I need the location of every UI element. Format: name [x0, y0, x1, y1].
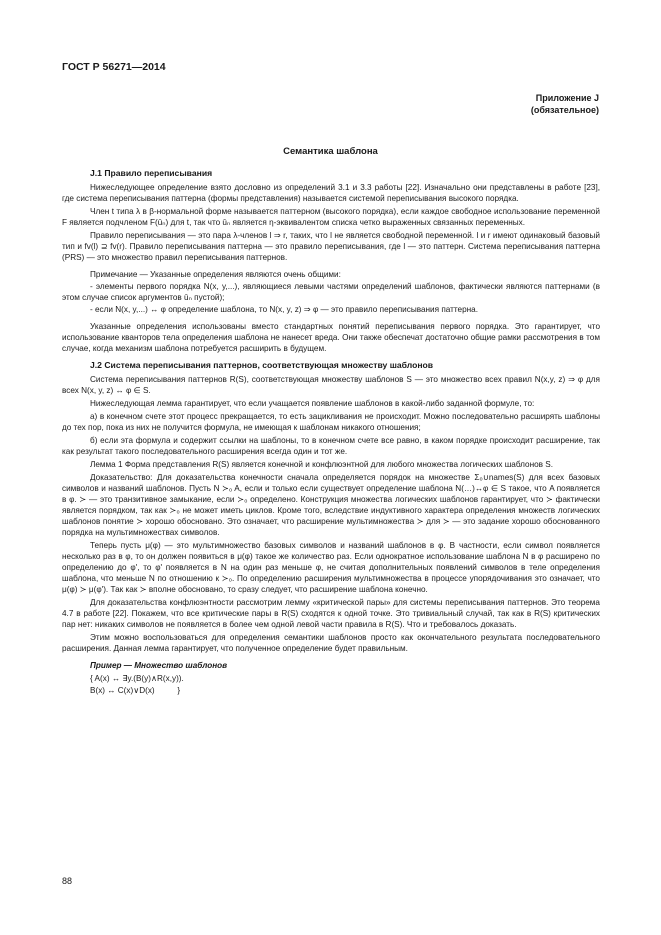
proof: Доказательство: Для доказательства конечности сначала определяется порядок на множестве Σ₀∪names(S) для всех базовых символов и названий шаблонов. Пусть N ≻₀ A, если и только если существует определение шаблона N(…)↔φ ∈ S такое, что A появляется в φ. ≻ — это транзитивное замыкание, если ≻₀ определено. Конструкция множества логических шаблонов гарантирует, что ≻ фактически является порядком, так как ≻₀ не может иметь циклов. Кроме того, вследствие индуктивного характера определения множеств логических шаблонов понятие ≻ хорошо обосновано. Это означает, что расширение мультимножества ≻ для ≻ — это задание хорошо обоснованного порядка на мультимножествах символов.	[62, 473, 600, 537]
appendix-subtitle: (обязательное)	[530, 105, 599, 115]
paragraph: Этим можно воспользоваться для определения семантики шаблонов просто как окончательного результата последовательного расширения. Данная лемма гарантирует, что полученное определение будет правильным.	[62, 633, 600, 653]
appendix-title: Приложение J	[535, 93, 599, 103]
example-heading: Пример — Множество шаблонов	[90, 661, 228, 670]
subsection-heading-j1: J.1 Правило переписывания	[90, 168, 213, 178]
example-line: { A(x) ↔ ∃y.(B(y)∧R(x,y)).	[90, 674, 184, 683]
body-text	[62, 168, 600, 697]
paragraph: Указанные определения использованы вместо стандартных понятий переписывания первого порядка. Это гарантирует, что использование кванторов тела определения шаблона не нанесет вреда. Они также обеспечат достаточно общие рамки рассмотрения в том случае, когда механизм шаблона потребуется расширить в будущем.	[62, 322, 600, 353]
appendix-heading	[0, 92, 599, 116]
note-item: - если N(x, y,...) ↔ φ определение шаблона, то N(x, y, z) ⇒ φ — это правило переписывания паттерна.	[90, 305, 478, 314]
paragraph: Нижеследующее определение взято дословно из определений 3.1 и 3.3 работы [22]. Изначально они представлены в работе [23], где система переписывания паттерна (формы представления) называется системой переписывания высокого порядка.	[62, 183, 600, 203]
note-item: - элементы первого порядка N(x, y,...), являющиеся левыми частями определений шаблонов, фактически являются паттернами (в этом случае список аргументов ūₙ пустой);	[62, 282, 600, 302]
subsection-heading-j2: J.2 Система переписывания паттернов, соответствующая множеству шаблонов	[90, 360, 434, 370]
list-item: б) если эта формула и содержит ссылки на шаблоны, то в конечном счете все равно, в каком порядке происходит расширение, так как результат такого последовательного расширения всегда один и тот же.	[62, 436, 600, 456]
paragraph: Нижеследующая лемма гарантирует, что если учащается появление шаблонов в какой-либо заданной формуле, то:	[90, 399, 535, 408]
paragraph: Теперь пусть μ(φ) — это мультимножество базовых символов и названий шаблонов в φ. В частности, если символ появляется несколько раз в φ, то он должен появиться в μ(φ) такое же количество раз. Если однократное использование шаблона N в φ расширено по определению до φ', то φ' появляется в N на один раз меньше φ, не считая дополнительных появлений символов в теле определения шаблона, что меньше N по отношению к ≻₀. По определению расширения мультимножества в процессе упорядочивания это означает, что μ(φ) ≻ μ(φ'). Так как ≻ вполне обосновано, то сразу следует, что расширение шаблона конечно.	[62, 541, 600, 594]
standard-header: ГОСТ Р 56271—2014	[62, 61, 166, 73]
list-item: а) в конечном счете этот процесс прекращается, то есть зацикливания не происходит. Можно последовательно расширять шаблоны до тех пор, пока из них не получится формула, не имеющая к шаблонам никакого отношения;	[62, 412, 600, 432]
note-heading: Примечание — Указанные определения являются очень общими:	[90, 270, 341, 279]
paragraph: Член t типа λ в β-нормальной форме называется паттерном (высокого порядка), если каждое свободное использование переменной F является подчленом F(ūₙ) для t, так что ūₙ является η-эквивалентом списка четко выраженных связанных переменных.	[62, 207, 600, 227]
paragraph: Правило переписывания — это пара λ-членов l ⇒ r, таких, что l не является свободной переменной. l и r имеют одинаковый базовый тип и fv(l) ⊇ fv(r). Правило переписывания паттерна — это правило переписывания, где l — это паттерн. Система переписывания паттерна (PRS) — это множество правил переписывания паттернов.	[62, 231, 600, 262]
section-title: Семантика шаблона	[283, 146, 378, 157]
example-line: B(x) ↔ C(x)∨D(x) }	[90, 686, 181, 695]
page-number: 88	[62, 876, 73, 886]
paragraph: Система переписывания паттернов R(S), соответствующая множеству шаблонов S — это множество всех правил N(x,y, z) ⇒ φ для всех N(x, y, z) ↔ φ ∈ S.	[62, 375, 600, 395]
paragraph: Для доказательства конфлюэнтности рассмотрим лемму «критической пары» для системы переписывания паттернов. Это теорема 4.7 в работе [22]. Покажем, что все критические пары в R(S) сходятся к одной точке. Это тривиальный случай, так как в R(S) критических пар нет: никаких символов не появляется в более чем одной левой части правила в R(S). Что и требовалось доказать.	[62, 598, 600, 629]
lemma: Лемма 1 Форма представления R(S) является конечной и конфлюэнтной для любого множества логических шаблонов S.	[90, 460, 554, 469]
